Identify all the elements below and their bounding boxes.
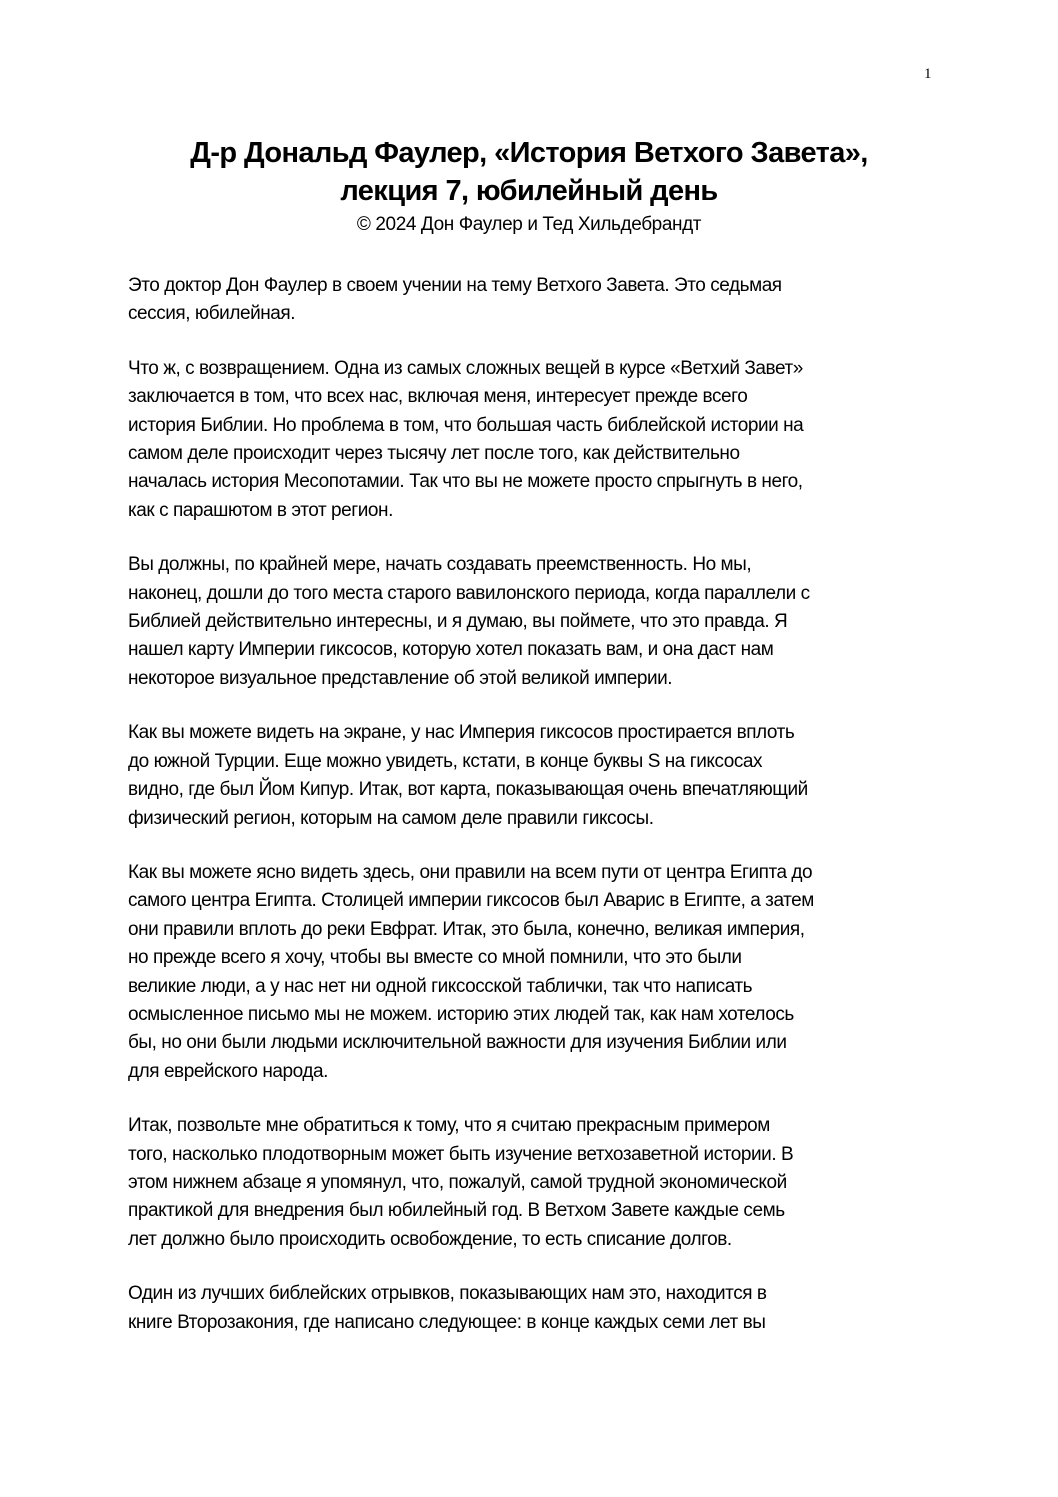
paragraph	[128, 859, 948, 1086]
text-line: некоторое визуальное представление об этой великой империи.	[128, 667, 673, 689]
text-line: началась история Месопотамии. Так что вы не можете просто спрыгнуть в него,	[128, 471, 803, 493]
text-line: для еврейского народа.	[128, 1060, 328, 1082]
text-line: самого центра Египта. Столицей империи гиксосов был Аварис в Египте, а затем	[128, 890, 814, 912]
text-line: Библией действительно интересны, и я думаю, вы поймете, что это правда. Я	[128, 611, 788, 633]
text-line: самом деле происходит через тысячу лет после того, как действительно	[128, 443, 740, 465]
document-body	[128, 272, 948, 1363]
paragraph	[128, 1112, 948, 1254]
text-line: Вы должны, по крайней мере, начать создавать преемственность. Но мы,	[128, 554, 752, 576]
text-line: бы, но они были людьми исключительной важности для изучения Библии или	[128, 1032, 787, 1054]
paragraph	[128, 551, 948, 693]
page-number: 1	[924, 66, 932, 82]
text-line: Один из лучших библейских отрывков, показывающих нам это, находится в	[128, 1283, 767, 1305]
text-line: практикой для внедрения был юбилейный год. В Ветхом Завете каждые семь	[128, 1200, 785, 1222]
paragraph	[128, 719, 948, 833]
text-line: они правили вплоть до реки Евфрат. Итак, это была, конечно, великая империя,	[128, 918, 805, 940]
text-line: заключается в том, что всех нас, включая меня, интересует прежде всего	[128, 386, 748, 408]
paragraph	[128, 1280, 948, 1337]
paragraph	[128, 355, 948, 525]
text-line: того, насколько плодотворным может быть изучение ветхозаветной истории. В	[128, 1143, 794, 1165]
text-line: Как вы можете видеть на экране, у нас Империя гиксосов простирается вплоть	[128, 722, 795, 744]
text-line: Это доктор Дон Фаулер в своем учении на тему Ветхого Завета. Это седьмая	[128, 275, 782, 296]
document-header	[0, 134, 1058, 238]
text-line: сессия, юбилейная.	[128, 303, 296, 325]
text-line: нашел карту Империи гиксосов, которую хотел показать вам, и она даст нам	[128, 639, 774, 661]
text-line: но прежде всего я хочу, чтобы вы вместе со мной помнили, что это были	[128, 947, 742, 969]
text-line: Как вы можете ясно видеть здесь, они правили на всем пути от центра Египта до	[128, 861, 813, 883]
title-line: лекция 7, юбилейный день	[340, 175, 718, 207]
text-line: до южной Турции. Еще можно увидеть, кстати, в конце буквы S на гиксосах	[128, 750, 763, 772]
text-line: осмысленное письмо мы не можем. историю этих людей так, как нам хотелось	[128, 1003, 794, 1025]
text-line: лет должно было происходить освобождение, то есть списание долгов.	[128, 1228, 732, 1250]
text-line: Что ж, с возвращением. Одна из самых сложных вещей в курсе «Ветхий Завет»	[128, 357, 803, 379]
text-line: наконец, дошли до того места старого вавилонского периода, когда параллели с	[128, 582, 810, 604]
text-line: этом нижнем абзаце я упомянул, что, пожалуй, самой трудной экономической	[128, 1171, 787, 1193]
paragraph	[128, 272, 948, 329]
copyright-line: © 2024 Дон Фаулер и Тед Хильдебрандт	[356, 214, 702, 235]
text-line: великие люди, а у нас нет ни одной гиксосской таблички, так что написать	[128, 975, 753, 997]
text-line: как с парашютом в этот регион.	[128, 499, 393, 521]
title-line: Д-р Дональд Фаулер, «История Ветхого Завета»,	[190, 137, 868, 169]
text-line: история Библии. Но проблема в том, что большая часть библейской истории на	[128, 414, 804, 436]
text-line: видно, где был Йом Кипур. Итак, вот карта, показывающая очень впечатляющий	[128, 779, 808, 801]
document-title	[0, 134, 1058, 210]
text-line: книге Второзакония, где написано следующее: в конце каждых семи лет вы	[128, 1311, 766, 1333]
text-line: Итак, позвольте мне обратиться к тому, что я считаю прекрасным примером	[128, 1115, 770, 1137]
text-line: физический регион, которым на самом деле правили гиксосы.	[128, 807, 654, 829]
